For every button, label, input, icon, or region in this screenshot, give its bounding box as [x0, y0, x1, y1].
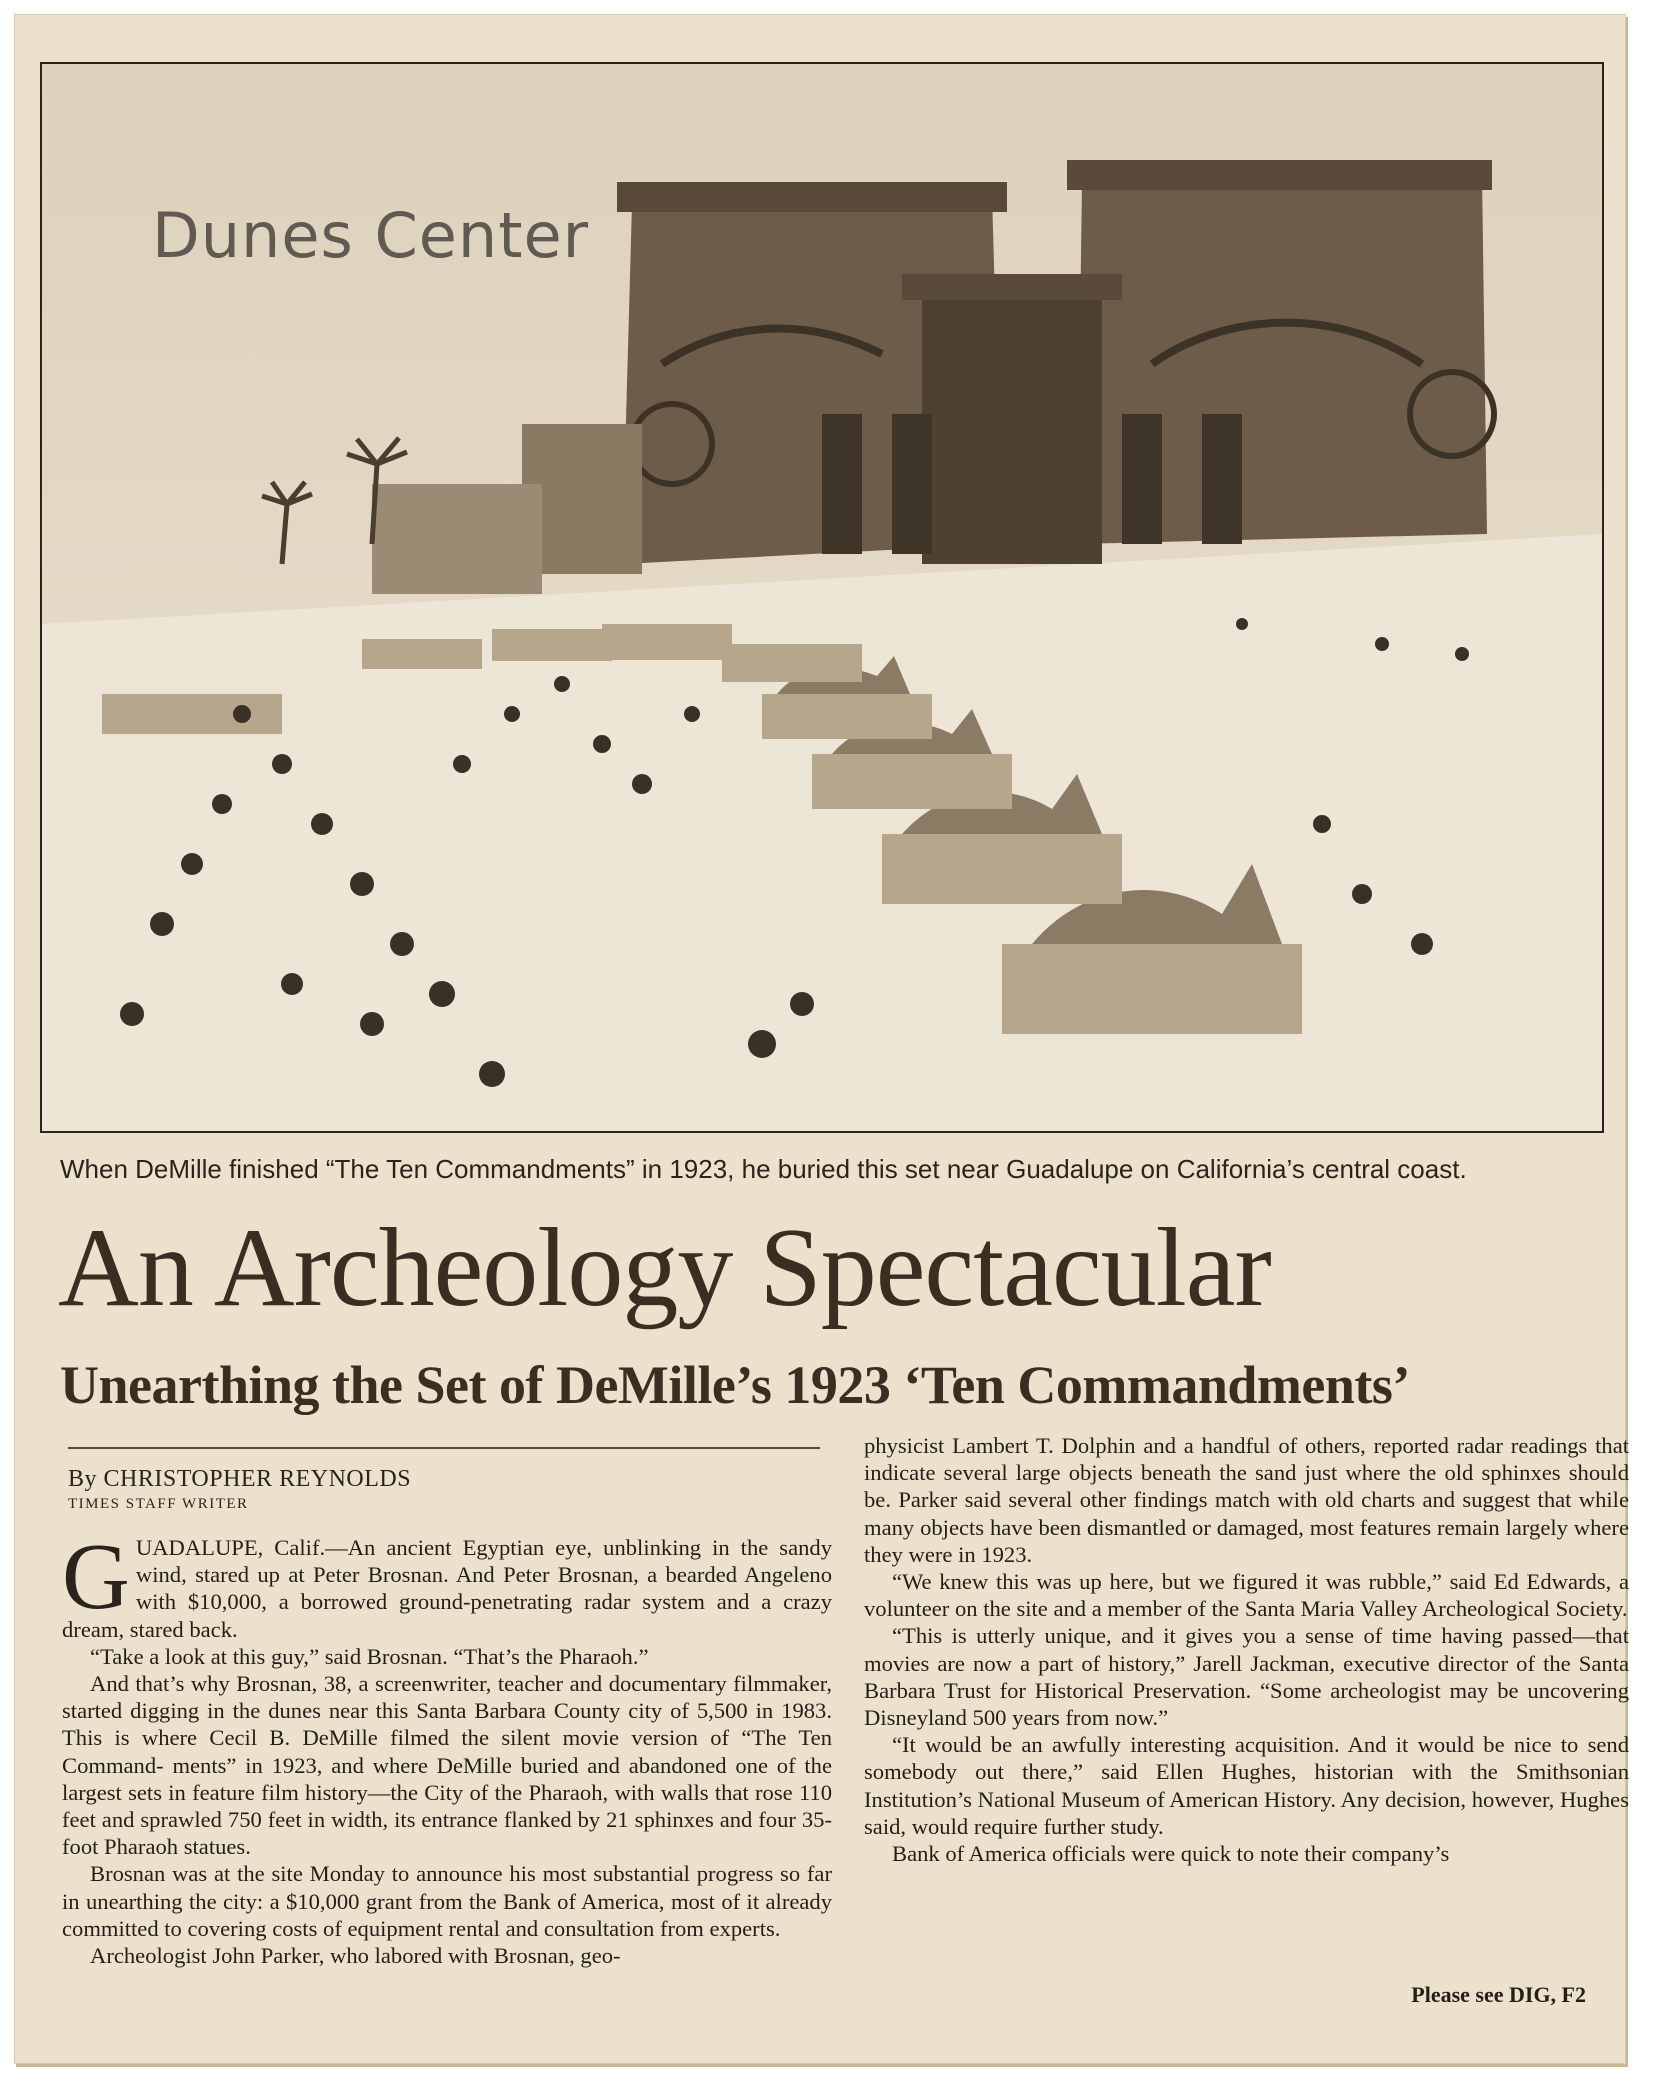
watermark: Dunes Center: [152, 199, 590, 272]
paragraph: Brosnan was at the site Monday to announce his most substantial progress so far in unearthing the city: a $10,000 grant from the Bank of America, most of it already committed to covering costs of equipment rental and consultation from experts.: [62, 1861, 832, 1941]
article-column-right: [864, 1432, 1629, 1867]
paragraph: “It would be an awfully interesting acquisition. And it would be nice to send somebody out there,” said Ellen Hughes, historian with the Smithsonian Institution’s National Museum of American History. Any decision, however, Hughes said, would require further study.: [864, 1732, 1629, 1839]
paragraph: “We knew this was up here, but we figured it was rubble,” said Ed Edwards, a volunteer on the site and a member of the Santa Maria Valley Archeological Society.: [864, 1569, 1629, 1622]
paragraph: Bank of America officials were quick to note their company’s: [892, 1841, 1450, 1867]
continuation-line: Please see DIG, F2: [1411, 1982, 1586, 2007]
lead-paragraph: [62, 1525, 832, 1643]
byline: By CHRISTOPHER REYNOLDS: [68, 1466, 412, 1492]
subheadline: Unearthing the Set of DeMille’s 1923 ‘Ten Commandments’: [60, 1355, 1410, 1415]
set-photograph: [40, 62, 1604, 1133]
drop-cap: G: [62, 1525, 130, 1629]
paragraph: Archeologist John Parker, who labored with Brosnan, geo-: [90, 1943, 621, 1969]
photo-caption: When DeMille finished “The Ten Commandments” in 1923, he buried this set near Guadalupe on California’s central coast.: [60, 1154, 1467, 1184]
byline-rule: [68, 1447, 820, 1449]
headline: An Archeology Spectacular: [58, 1206, 1271, 1330]
paragraph: physicist Lambert T. Dolphin and a handful of others, reported radar readings that indicate several large objects beneath the sand just where the old sphinxes should be. Parker said several other findings match with old charts and suggest that while many objects have been dismantled or damaged, most features remain largely where they were in 1923.: [864, 1433, 1629, 1567]
byline-title: TIMES STAFF WRITER: [68, 1496, 249, 1512]
paragraph: “Take a look at this guy,” said Brosnan. “That’s the Pharaoh.”: [90, 1643, 649, 1669]
paragraph: And that’s why Brosnan, 38, a screenwriter, teacher and documentary filmmaker, started digging in the dunes near this Santa Barbara County city of 5,500 in 1983. This is where Cecil B. DeMille filmed the silent movie version of “The Ten Command- ments” in 1923, and where DeMille buried and abandoned one of the largest sets in feature film history—the City of the Pharaoh, with walls that rose 110 feet and sprawled 750 feet in width, its entrance flanked by 21 sphinxes and four 35-foot Pharaoh statues.: [62, 1671, 832, 1860]
lead-text: UADALUPE, Calif.—An ancient Egyptian eye, unblinking in the sandy wind, stared up at Peter Brosnan. And Peter Brosnan, a bearded Angeleno with $10,000, a borrowed ground-penetrating radar system and a crazy dream, stared back.: [62, 1535, 832, 1642]
article-column-left: [62, 1525, 832, 1969]
newspaper-clipping: [14, 14, 1629, 2064]
paragraph: “This is utterly unique, and it gives you a sense of time having passed—that movies are now a part of history,” Jarell Jackman, executive director of the Santa Barbara Trust for Historical Preservation. “Some archeologist may be uncovering Disneyland 500 years from now.”: [864, 1623, 1629, 1731]
